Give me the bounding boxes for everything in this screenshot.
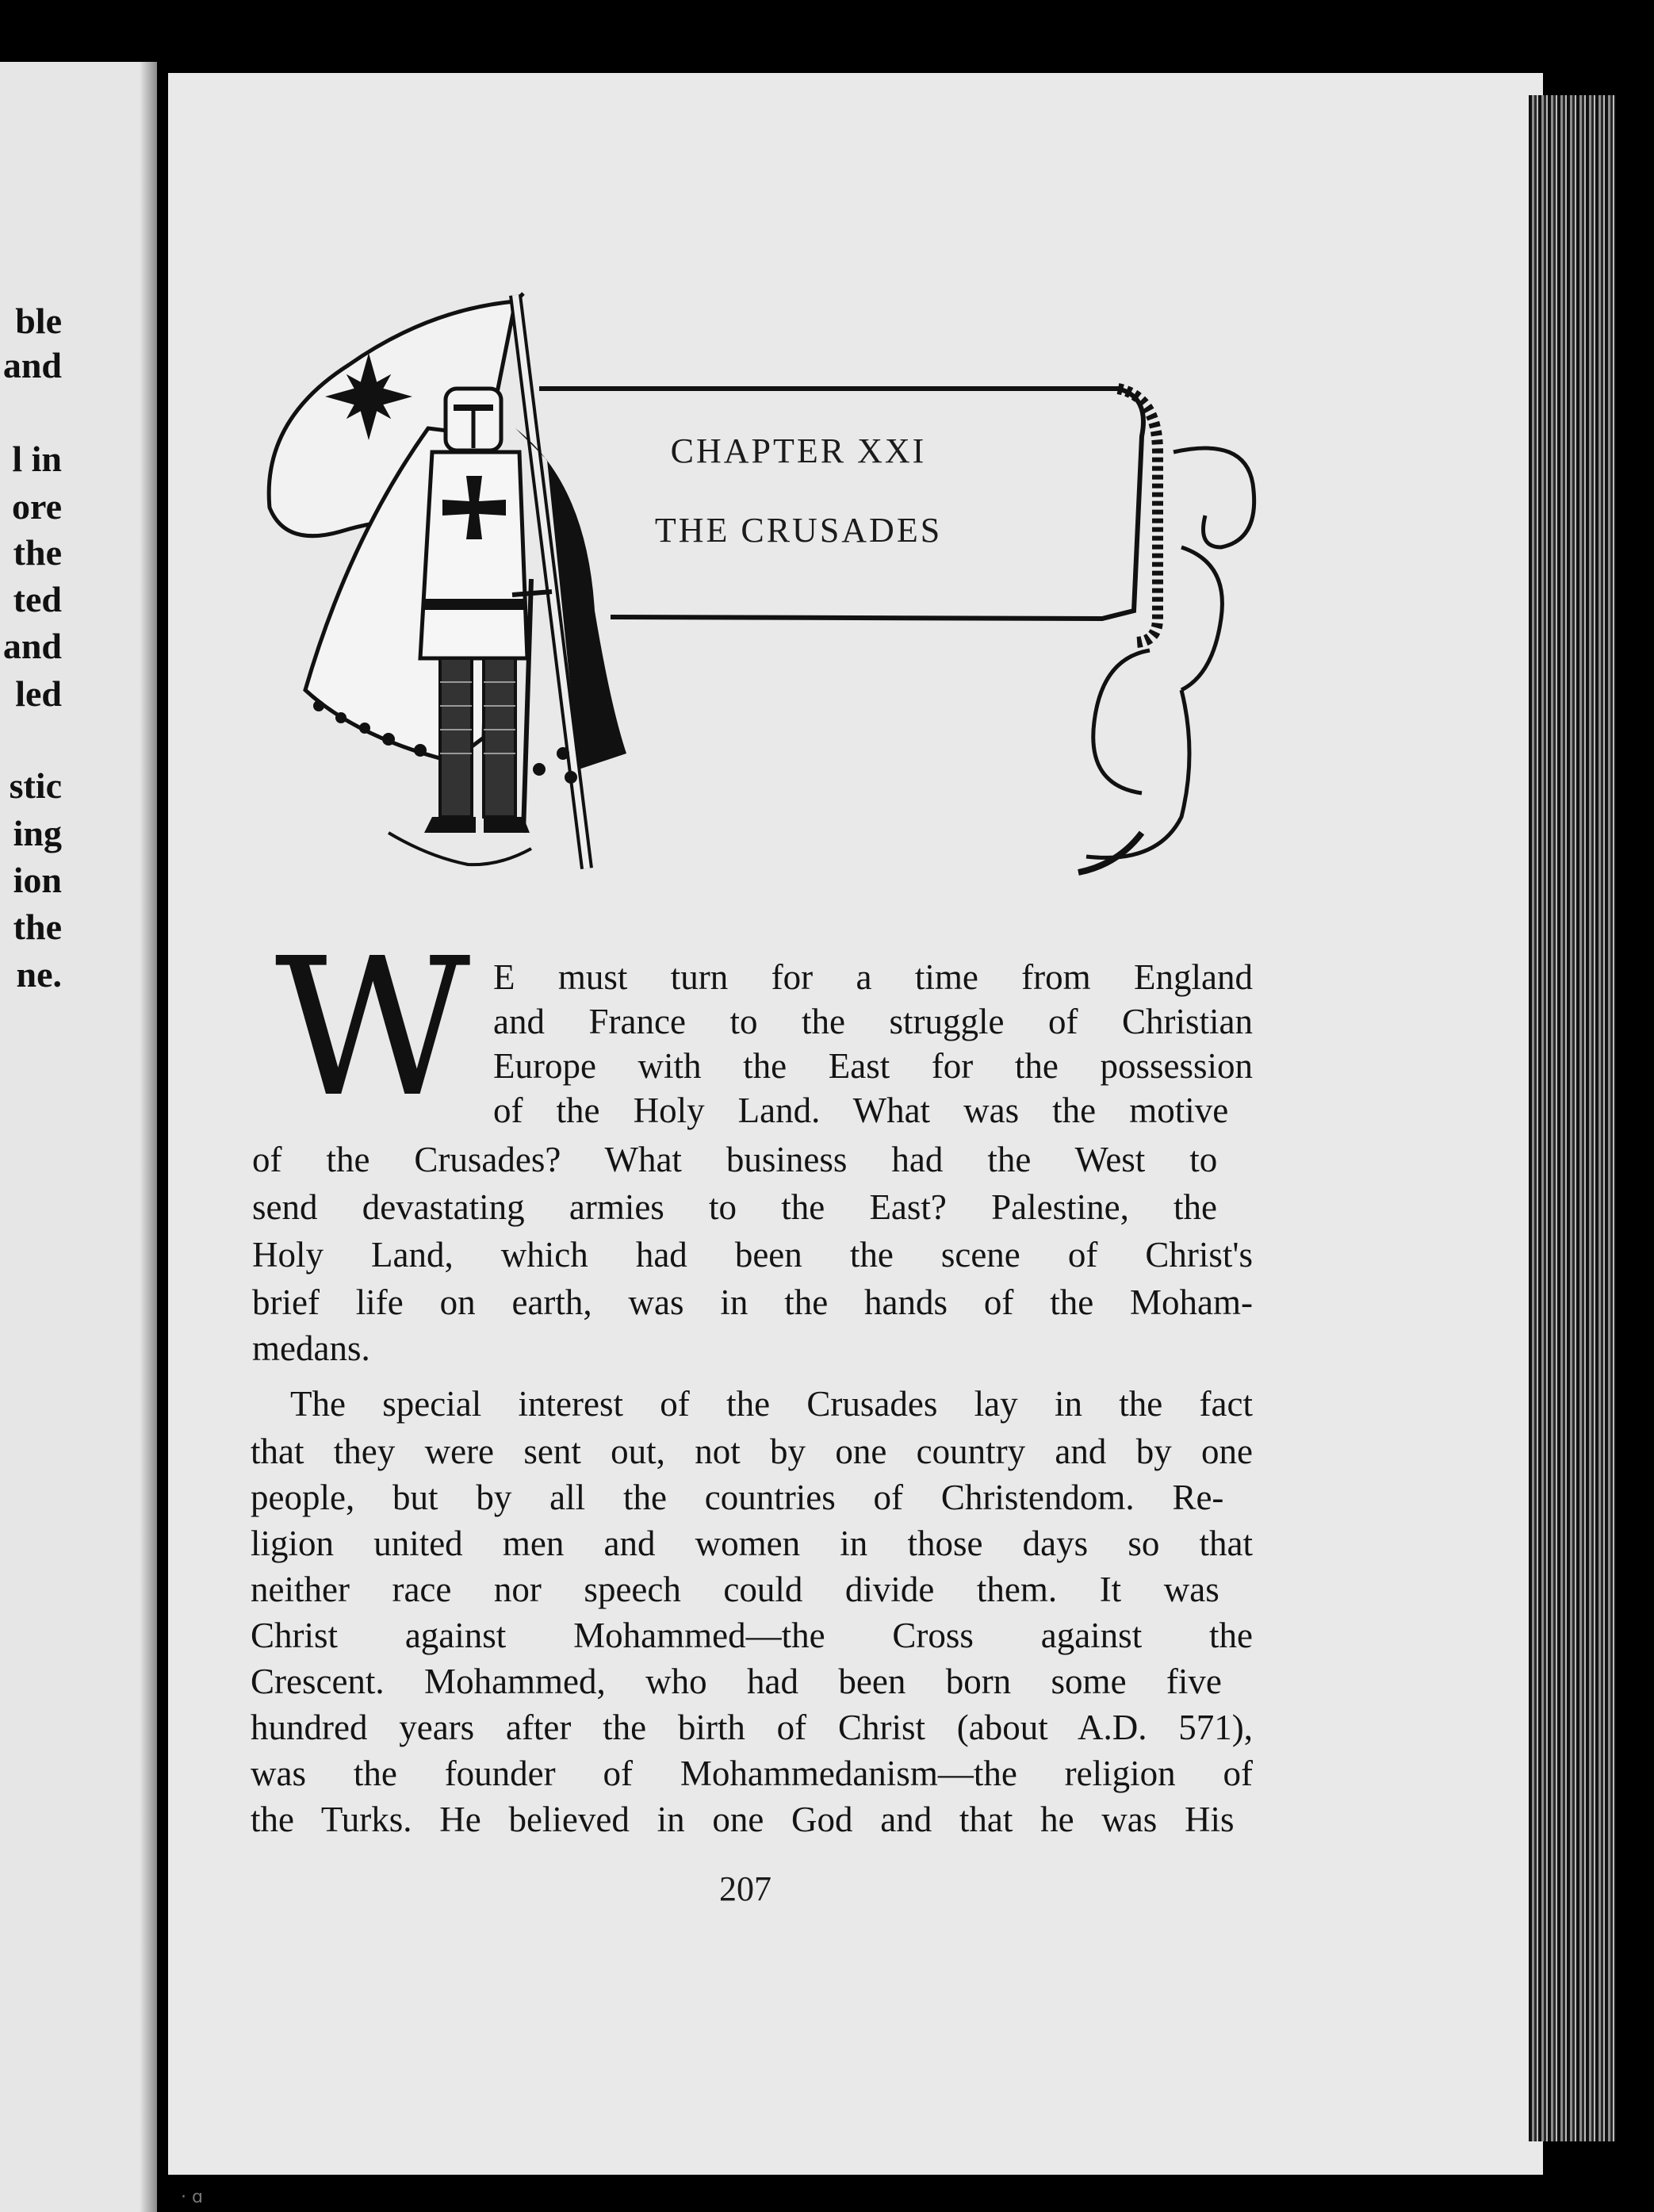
left-fragment: ore xyxy=(11,486,62,527)
text-line: Crescent. Mohammed, who had been born some five xyxy=(251,1662,1222,1701)
text-line: that they were sent out, not by one country and by one xyxy=(251,1432,1253,1471)
left-fragment: ne. xyxy=(16,954,62,995)
text-line: of the Crusades? What business had the West to xyxy=(252,1140,1218,1179)
page-edges xyxy=(1529,95,1616,2141)
crusader-illustration xyxy=(246,278,1277,928)
left-fragment: ing xyxy=(13,813,62,853)
text-line: Christ against Mohammed—the Cross against the xyxy=(251,1616,1253,1655)
drop-cap: W xyxy=(274,917,471,1139)
text-line: people, but by all the countries of Christendom. Re- xyxy=(251,1478,1224,1517)
left-fragment: the xyxy=(13,532,62,573)
scan-artifact: · ɑ xyxy=(181,2187,203,2207)
chapter-title: THE CRUSADES xyxy=(654,511,943,550)
left-fragment: the xyxy=(13,907,62,947)
text-line: the Turks. He believed in one God and that he was His xyxy=(251,1800,1235,1839)
text-line: and France to the struggle of Christian xyxy=(493,1002,1253,1041)
left-fragment: l in xyxy=(12,439,62,479)
text-line: Holy Land, which had been the scene of Christ's xyxy=(252,1235,1253,1275)
text-line: of the Holy Land. What was the motive xyxy=(493,1091,1229,1130)
text-line: brief life on earth, was in the hands of the Moham- xyxy=(252,1282,1253,1322)
left-fragment: ted xyxy=(13,579,62,619)
chapter-number: CHAPTER XXI xyxy=(670,431,927,470)
left-fragment: stic xyxy=(9,765,62,806)
spine-shadow xyxy=(140,62,157,2212)
left-fragment: and xyxy=(2,345,62,385)
text-line: medans. xyxy=(252,1328,370,1368)
text-line: The special interest of the Crusades lay in the fact xyxy=(290,1384,1253,1424)
text-line: send devastating armies to the East? Palestine, the xyxy=(252,1187,1218,1227)
text-line: neither race nor speech could divide them. It was xyxy=(251,1570,1219,1609)
text-line: ligion united men and women in those days so that xyxy=(251,1524,1253,1563)
text-line: Europe with the East for the possession xyxy=(493,1046,1253,1086)
text-line: was the founder of Mohammedanism—the religion of xyxy=(251,1754,1253,1793)
left-fragment: and xyxy=(2,626,62,666)
text-line: E must turn for a time from England xyxy=(493,957,1253,997)
left-fragment: ble xyxy=(15,301,62,341)
left-fragment: led xyxy=(15,673,62,714)
left-fragment: ion xyxy=(13,860,62,900)
text-line: hundred years after the birth of Christ (about A.D. 571), xyxy=(251,1708,1253,1747)
page-number: 207 xyxy=(719,1869,771,1908)
